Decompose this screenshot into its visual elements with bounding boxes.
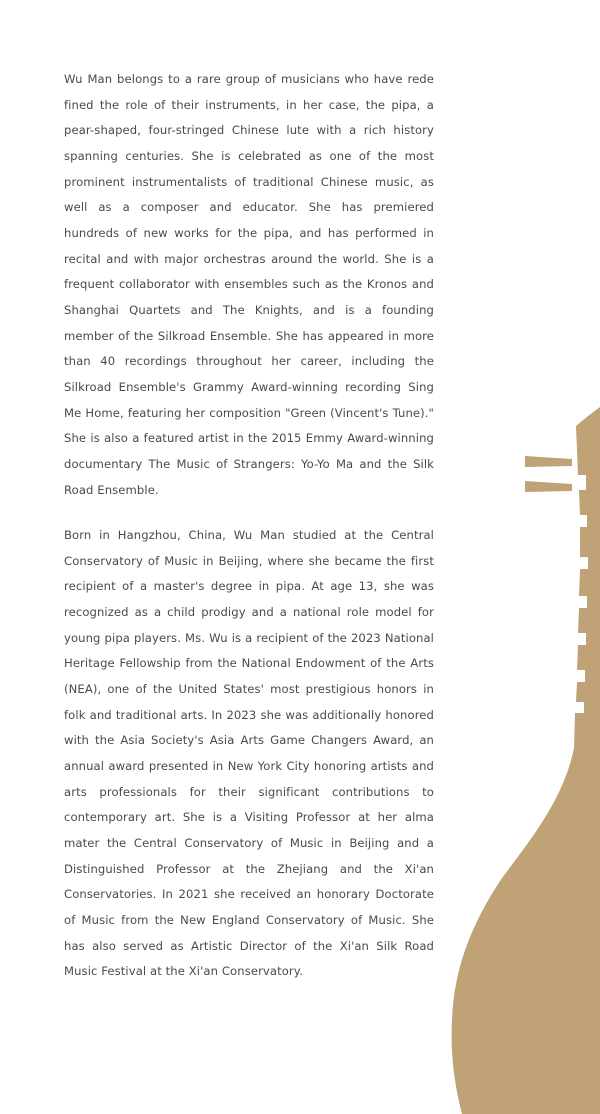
bio-paragraph-2: Born in Hangzhou, China, Wu Man studied at the Central Conservatory of Music in Beijing, where she became the first recipient of a master's degree in pipa. At age 13, she was recognized as a child prodigy and a national role model for young pipa players. Ms. Wu is a recipient of the 2023 National Heritage Fellowship from the National Endowment of the Arts (NEA), one of the United States' most prestigious honors in folk and traditional arts. In 2023 she was additionally honored with the Asia Society's Asia Arts Game Changers Award, an annual award presented in New York City honoring artists and arts professionals for their significant contributions to contemporary art. She is a Visiting Professor at her alma mater the Central Conservatory of Music in Beijing and a Distinguished Professor at the Zhejiang and the Xi'an Conservatories. In 2021 she received an honorary Doctorate of Music from the New England Conservatory of Music. She has also served as Artistic Director of the Xi'an Silk Road Music Festival at the Xi'an Conservatory. (64, 528, 434, 979)
bio-text-column (64, 67, 434, 985)
bio-paragraph-1: Wu Man belongs to a rare group of musicians who have rede fined the role of their instruments, in her case, the pipa, a pear-shaped, four-stringed Chinese lute with a rich history spanning centuries. She is celebrated as one of the most prominent instrumentalists of traditional Chinese music, as well as a composer and educator. She has premiered hundreds of new works for the pipa, and has performed in recital and with major orchestras around the world. She is a frequent collaborator with ensembles such as the Kronos and Shanghai Quartets and The Knights, and is a founding member of the Silkroad Ensemble. She has appeared in more than 40 recordings throughout her career, including the Silkroad Ensemble's Grammy Award-winning recording Sing Me Home, featuring her composition "Green (Vincent's Tune)." She is also a featured artist in the 2015 Emmy Award-winning documentary The Music of Strangers: Yo-Yo Ma and the Silk Road Ensemble. (64, 72, 434, 497)
